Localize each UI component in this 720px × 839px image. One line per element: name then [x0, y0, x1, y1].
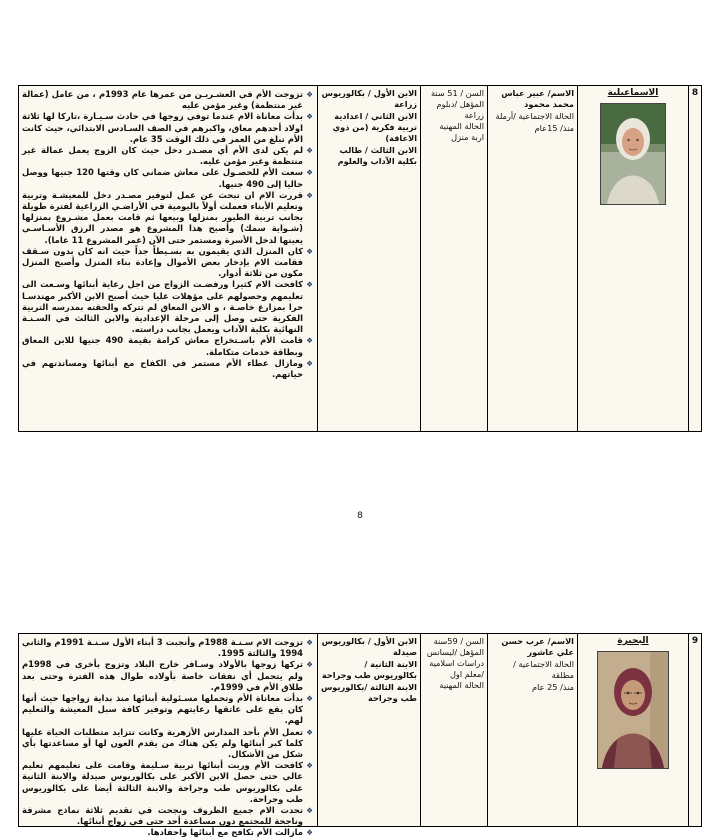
- bullet-icon: ❖: [306, 280, 313, 290]
- child-line: الابن الثالث / طالب بكلية الآداب والعلوم: [337, 145, 417, 166]
- name-line: منذ/ 25 عام: [532, 682, 574, 692]
- story-bullet: [22, 659, 313, 693]
- story-text: كافحت الام كثيرا ورفضـت الزواج من اجل رعاية أبنائها وسـعت الى تعليمهم وحصولهم على مؤهلات عليا حيث أصبح الابن الأكبر مهندسـا حرا بمزارع خاصـة ، و الابن المعاق لم تتركه والحقته بمدرسه التربية الفكرية حتى وصل إلى مرحلة الإعدادية والابن الثالث في السـنـة النهائية بكلية الآداب ويعمل بجانب دراسته.: [22, 279, 303, 335]
- bullet-icon: ❖: [306, 660, 313, 670]
- story-bullet: [22, 693, 313, 727]
- profile-line: الحالة المهنية اربة منزل: [439, 121, 484, 142]
- row-number: 8: [688, 86, 701, 431]
- story-text: تركها زوجها بالأولاد وسـافر خارج البلاد وتزوج بأخرى في 1998م ولم يتحمل أي نفقات خاصة بأولاده طوال هذه الفترة وحتى بعد طلاق الأم في 1999م.: [22, 659, 303, 692]
- bullet-icon: ❖: [306, 336, 313, 346]
- story-bullet: [22, 358, 313, 380]
- name-line: الاسم/ عبير عباس محمد محمود: [501, 88, 574, 109]
- child-line: الابن الأول / بكالوريوس زراعة: [321, 88, 417, 109]
- story-bullet: [22, 279, 313, 335]
- bullet-icon: ❖: [306, 358, 313, 368]
- bullet-icon: ❖: [306, 112, 313, 122]
- bullet-icon: ❖: [306, 727, 313, 737]
- story-text: كافحت الأم وربت أبنائها تربية سـليمة وقامت على تعليمهم تعليم عالي حتى حصل الابن الأكبر على بكالوريوس صيدلة والابنة الثانية على بكالوريوس طب وجراحة والابنة الثالثة أيضا على بكالوريوس طب وجراحة.: [22, 760, 303, 804]
- story-cell: [19, 86, 317, 431]
- story-bullet: [22, 827, 313, 838]
- name-line: الاسم/ عرب حسن علي عاشور: [501, 636, 574, 657]
- bullet-icon: ❖: [306, 190, 313, 200]
- profile-line: السن / 59سنة: [433, 636, 484, 646]
- story-bullet: [22, 145, 313, 167]
- child-line: الابن الأول / بكالوريوس صيدلة: [321, 636, 417, 657]
- name-cell: [487, 86, 577, 431]
- child-line: الابنة الثانية / بكالوريوس طب وجراحة: [321, 659, 417, 680]
- portrait-photo: [597, 651, 669, 769]
- story-bullet: [22, 760, 313, 805]
- story-text: ومازال عطاء الأم مستمر في الكفاح مع أبنائها ومساندتهم في حياتهم.: [22, 357, 303, 380]
- bullet-icon: ❖: [306, 246, 313, 256]
- profile-line: السن / 51 سنة: [430, 88, 484, 98]
- story-text: تعمل الأم بأحد المدارس الأزهرية وكانت تتزايد متطلبات الحياة عليها كلما كبر أبنائها ولم يكن هناك من يقدم العون لها أو مساعدتها بأي شكل من الأشكال.: [22, 726, 303, 760]
- story-text: مازالت الأم تكافح مع أبنائها واحفادها.: [147, 827, 303, 838]
- story-bullet: [22, 335, 313, 357]
- name-line: الحالة الاجتماعية /أرملة: [495, 111, 574, 121]
- profile-cell: [420, 634, 487, 826]
- story-text: تزوجت الأم في العشـريـن من عمرها عام 1993م ، من عامل (عمالة غير منتظمة) وغير مؤمن عليه: [22, 89, 303, 111]
- story-text: تحدت الام جميع الظروف ونجحت في تقديم ثلاثة نماذج مشرفة وناجحة للمجتمع دون مساعدة أحد حتى في زواج أبنائها.: [22, 805, 303, 827]
- bullet-icon: ❖: [306, 761, 313, 771]
- portrait-photo-illustration: [601, 104, 665, 204]
- child-line: الابن الثاني / اعدادية تربية فكرية (من ذوي الاعاقة): [332, 111, 417, 143]
- story-bullet: [22, 637, 313, 659]
- story-text: كان المنزل الذي يقيمون به بسـيطاً جداً حيث انه كان بدون سـقف فقامت الام بإدخار بعض الأموال وإعادة بناء المنزل وأصبح المنزل مكون من ثلاثة أدوار.: [22, 245, 303, 279]
- name-line: منذ/ 15عام: [534, 123, 574, 133]
- story-text: تزوجت الام سـنـة 1988م وأنجبت 3 أبناء الأول سـنـة 1991م والثاني 1994 والثالثة 1995.: [22, 637, 304, 659]
- story-text: بدأت معاناة الام عندما توفي زوجها في حادث سـيـارة ،تاركا لها ثلاثة اولاد أحدهم معاق، واكبرهم في الصف السـادس الابتدائي، حيث كانت الأم تبلغ من العمر في ذلك الوقت 35 عام.: [22, 111, 303, 144]
- bullet-icon: ❖: [306, 168, 313, 178]
- governorate-name: البحيرة: [617, 636, 649, 646]
- profile-cell: [420, 86, 487, 431]
- bullet-icon: ❖: [306, 694, 313, 704]
- bullet-icon: ❖: [306, 638, 313, 647]
- bullet-icon: ❖: [306, 146, 313, 156]
- story-text: قررت الام ان تبحث عن عمل لتوفير مصـدر دخل للمعيشـة وتربية وتعليم الأبناء فعملت أولاً باليومية في الأراضـي الزراعية لفترة طويلة بجانب تربية الطيور بمنزلها وبيعها ثم قامت بعمل مشـروع بمنزلها (شـواية سمك) وأصبح هذا المشروع هو مصدر الرزق الأسـاسـي يعينها لدخل الأسرة ومستمر حتى الآن (عمر المشروع 11 عاما).: [22, 189, 303, 245]
- record-row: [18, 633, 702, 838]
- story-bullet: [22, 727, 313, 761]
- name-line: الحالة الاجتماعية / مطلقة: [513, 659, 574, 680]
- profile-line: الحالة المهنية: [439, 680, 484, 690]
- children-cell: [317, 86, 420, 431]
- portrait-photo: [600, 103, 666, 205]
- story-text: سعت الأم للحصـول على معاش ضماني كان وقتها 120 جنيها ووصل حاليا إلى 490 جنيها.: [22, 167, 304, 189]
- story-bullet: [22, 89, 313, 111]
- bullet-icon: ❖: [306, 90, 313, 99]
- children-cell: [317, 634, 420, 826]
- governorate-cell: [577, 86, 688, 431]
- profile-line: المؤهل /دبلوم زراعة: [436, 99, 484, 120]
- record-row: [18, 85, 702, 432]
- page-number: 8: [357, 511, 363, 521]
- governorate-cell: [577, 634, 688, 826]
- story-text: لم يكن لدى الأم أي مصـدر دخل حيث كان الزوج يعمل عمالة غير منتظمة وغير مؤمن عليه.: [22, 145, 303, 167]
- profile-line: المؤهل /ليسانس دراسات اسلامية /معلم اول: [426, 647, 484, 679]
- row-number: 9: [688, 634, 701, 826]
- story-bullet: [22, 805, 313, 827]
- name-cell: [487, 634, 577, 826]
- portrait-photo-illustration: [598, 652, 668, 768]
- bullet-icon: ❖: [306, 828, 313, 838]
- bullet-icon: ❖: [306, 806, 313, 816]
- story-bullet: [22, 190, 313, 246]
- governorate-name: الاسماعيلية: [607, 88, 659, 98]
- story-bullet: [22, 111, 313, 145]
- story-bullet: [22, 167, 313, 189]
- story-bullet: [22, 246, 313, 280]
- child-line: الابنة الثالثة /بكالوريوس طب وجراحة: [321, 682, 417, 703]
- story-cell: [19, 634, 317, 838]
- story-text: بدأت معاناة الأم وتحملها مسـئولية أبنائها منذ بداية زواجها حيث أنها كان يقع على عاتقها رعايتهم وتوفير كافة سبل المعيشة والتعليم لهم.: [22, 693, 303, 726]
- story-text: قامت الأم باسـتخراج معاش كرامة بقيمة 490 جنيها للابن المعاق وبطاقة خدمات متكاملة.: [22, 335, 303, 357]
